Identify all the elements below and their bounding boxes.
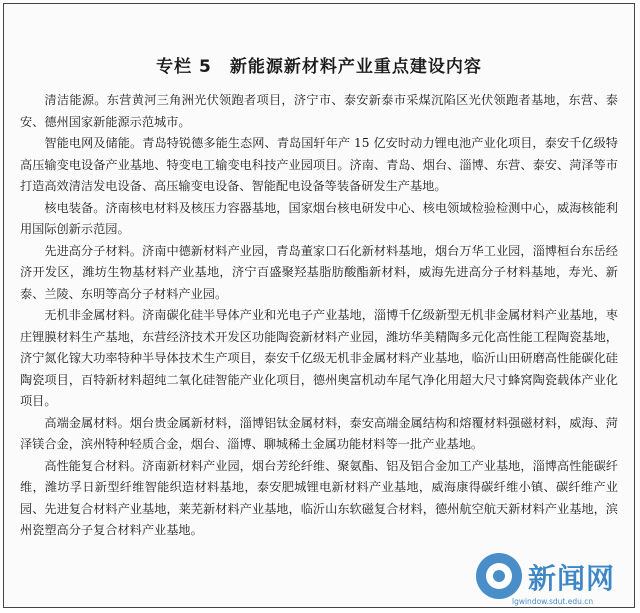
document-body	[20, 90, 618, 542]
paragraph-polymer: 先进高分子材料。济南中德新材料产业园，青岛董家口石化新材料基地，烟台万华工业园，淄博桓台东岳经济开发区，潍坊生物基材料产业基地，济宁百盛聚羟基脂肪酸酯新材料，威海先进高分子材料基地，寿光、新泰、兰陵、东明等高分子材料产业园。	[20, 243, 618, 301]
news-logo-icon	[476, 553, 522, 599]
watermark-url: lgwindow.sdut.edu.cn	[512, 597, 594, 606]
watermark-name: 新闻网	[528, 562, 616, 595]
paragraph-clean-energy: 清洁能源。东营黄河三角洲光伏领跑者项目，济宁市、泰安新泰市采煤沉陷区光伏领跑者基地，东营、泰安、德州国家新能源示范城市。	[20, 93, 618, 129]
page-title	[4, 52, 634, 77]
paragraph-nuclear: 核电装备。济南核电材料及核压力容器基地，国家烟台核电研发中心、核电领域检验检测中心，威海核能利用国际创新示范园。	[20, 200, 618, 236]
paragraph-composite: 高性能复合材料。济南新材料产业园，烟台芳纶纤维、聚氨酯、铝及铝合金加工产业基地，淄博高性能碳纤维，潍坊孚日新型纤维智能织造材料基地，泰安肥城锂电新材料产业基地，威海康得碳纤维小镇、碳纤维产业园、先进复合材料产业基地，莱芜新材料产业基地，临沂山东软磁复合材料，德州航空航天新材料产业基地，滨州瓷塑高分子复合材料产业基地。	[20, 458, 618, 537]
watermark	[472, 551, 632, 611]
paragraph-metal: 高端金属材料。烟台贵金属新材料，淄博铝钛金属材料，泰安高端金属结构和熔覆材料强磁材料，威海、菏泽镁合金，滨州特种轻质合金，烟台、淄博、聊城稀土金属功能材料等一批产业基地。	[20, 415, 618, 451]
column-label: 专栏 5	[156, 57, 212, 77]
document-frame	[3, 3, 635, 608]
paragraph-inorganic: 无机非金属材料。济南碳化硅半导体产业和光电子产业基地，淄博千亿级新型无机非金属材料产业基地，枣庄锂膜材料生产基地，东营经济技术开发区功能陶瓷新材料产业园，潍坊华美精陶多元化高性能工程陶瓷基地，济宁氮化镓大功率特种半导体技术生产项目，泰安千亿级无机非金属材料产业基地，临沂山田研磨高性能碳化硅陶瓷项目，百特新材料超纯二氧化硅智能产业化项目，德州奥富机动车尾气净化用超大尺寸蜂窝陶瓷载体产业化项目。	[20, 308, 618, 408]
paragraph-smart-grid: 智能电网及储能。青岛特锐德多能生态网、青岛国轩年产 15 亿安时动力锂电池产业化项目，泰安千亿级特高压输变电设备产业基地、特变电工输变电科技产业园项目。济南、青岛、烟台、淄博、东营、泰安、菏泽等市打造高效清洁发电设备、高压输变电设备、智能配电设备等装备研发生产基地。	[20, 136, 618, 193]
column-title: 新能源新材料产业重点建设内容	[229, 57, 482, 77]
